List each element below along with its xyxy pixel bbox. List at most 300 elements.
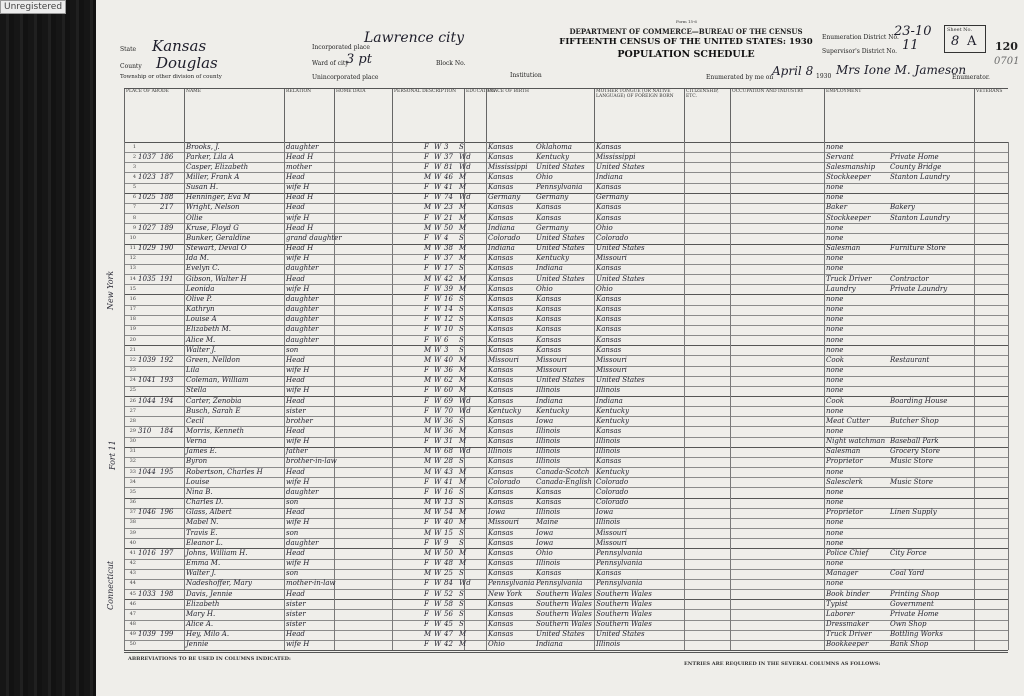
cell-sex: F (424, 386, 429, 395)
cell-bp: Kansas (488, 325, 514, 334)
line-number: 46 (129, 600, 136, 607)
cell-sex: F (424, 193, 429, 202)
cell-age: 40 (444, 518, 453, 527)
cell-mbp: Kentucky (596, 416, 630, 425)
column-header: EDUCATION (464, 88, 486, 142)
entries-note: ENTRIES ARE REQUIRED IN THE SEVERAL COLUMNS AS FOLLOWS: (684, 661, 881, 667)
cell-ind: Music Store (890, 477, 933, 486)
cell-occ: none (826, 518, 844, 527)
cell-ind: Linen Supply (890, 508, 937, 517)
page-number: 120 (995, 40, 1018, 53)
cell-fbp: Germany (536, 193, 569, 202)
cell-age: 42 (444, 640, 453, 649)
line-number: 48 (129, 621, 136, 628)
cell-mar: Wd (459, 406, 471, 415)
cell-bp: Kansas (488, 345, 514, 354)
cell-mar: M (459, 548, 467, 557)
cell-name: Elizabeth M. (186, 325, 232, 334)
cell-mar: M (459, 183, 467, 192)
line-number: 36 (129, 499, 136, 506)
cell-mar: S (459, 325, 464, 334)
cell-name: Busch, Sarah E (186, 406, 241, 415)
cell-sex: M (424, 203, 432, 212)
cell-sex: F (424, 366, 429, 375)
cell-sex: M (424, 630, 432, 639)
line-number: 4 (132, 173, 136, 180)
cell-bp: Indiana (488, 223, 515, 232)
cell-fam: 191 (160, 274, 174, 283)
cell-rel: Head (286, 589, 305, 598)
cell-occ: Salesman (826, 447, 861, 456)
cell-fam: 187 (160, 172, 174, 181)
line-number: 26 (129, 397, 136, 404)
cell-bp: Kansas (488, 599, 514, 608)
cell-fbp: Ohio (536, 172, 553, 181)
cell-fbp: United States (536, 630, 585, 639)
cell-race: W (434, 528, 442, 537)
cell-sex: F (424, 335, 429, 344)
cell-mbp: Germany (596, 193, 629, 202)
cell-age: 62 (444, 376, 453, 385)
cell-age: 45 (444, 620, 453, 629)
cell-occ: Cook (826, 355, 845, 364)
cell-bp: Kansas (488, 426, 514, 435)
cell-ind: Private Home (890, 609, 939, 618)
cell-dw: 1044 (138, 467, 156, 476)
cell-rel: wife H (286, 366, 310, 375)
cell-ind: Bakery (890, 203, 916, 212)
cell-race: W (434, 213, 442, 222)
cell-sex: M (424, 447, 432, 456)
cell-rel: grand daughter (286, 233, 342, 242)
cell-mar: M (459, 355, 467, 364)
cell-occ: Cook (826, 396, 845, 405)
cell-mar: S (459, 305, 464, 314)
cell-occ: none (826, 426, 844, 435)
cell-name: Wright, Nelson (186, 203, 240, 212)
cell-age: 37 (444, 254, 453, 263)
line-number: 10 (129, 234, 136, 241)
ward-label: Ward of city (312, 60, 349, 67)
cell-fam: 184 (160, 426, 174, 435)
line-number: 27 (129, 407, 136, 414)
line-number: 34 (129, 478, 136, 485)
cell-mar: M (459, 172, 467, 181)
cell-mar: S (459, 538, 464, 547)
cell-bp: Kansas (488, 559, 514, 568)
cell-rel: Head H (286, 193, 314, 202)
cell-dw: 1029 (138, 244, 156, 253)
cell-bp: Germany (488, 193, 521, 202)
cell-race: W (434, 559, 442, 568)
cell-occ: Salesclerk (826, 477, 863, 486)
line-number: 25 (129, 387, 136, 394)
cell-occ: none (826, 193, 844, 202)
cell-mbp: Kansas (596, 335, 622, 344)
column-header: NAME (184, 88, 284, 142)
cell-fbp: Ohio (536, 548, 553, 557)
cell-mar: M (459, 426, 467, 435)
cell-fbp: Kansas (536, 325, 562, 334)
line-number: 32 (129, 458, 136, 465)
cell-mar: M (459, 366, 467, 375)
cell-name: James E. (186, 447, 217, 456)
cell-age: 39 (444, 284, 453, 293)
cell-sex: F (424, 640, 429, 649)
cell-race: W (434, 487, 442, 496)
cell-mbp: Kansas (596, 294, 622, 303)
cell-sex: F (424, 305, 429, 314)
cell-mar: M (459, 284, 467, 293)
cell-name: Robertson, Charles H (186, 467, 263, 476)
line-number: 17 (129, 306, 136, 313)
cell-mar: S (459, 315, 464, 324)
cell-age: 37 (444, 152, 453, 161)
cell-bp: Indiana (488, 244, 515, 253)
institution-label: Institution (510, 72, 542, 79)
cell-bp: Kansas (488, 396, 514, 405)
cell-fbp: Ohio (536, 284, 553, 293)
cell-ind: Baseball Park (890, 437, 939, 446)
line-number: 30 (129, 438, 136, 445)
cell-rel: wife H (286, 183, 310, 192)
margin-note: New York (106, 270, 115, 310)
cell-mbp: Illinois (596, 640, 621, 649)
cell-mbp: Kansas (596, 213, 622, 222)
cell-fbp: Indiana (536, 396, 563, 405)
cell-name: Alice M. (186, 335, 216, 344)
cell-rel: sister (286, 620, 306, 629)
cell-mar: Wd (459, 579, 471, 588)
cell-name: Mary H. (186, 609, 216, 618)
cell-occ: Meat Cutter (826, 416, 870, 425)
cell-bp: Kansas (488, 386, 514, 395)
cell-fbp: Pennsylvania (536, 183, 583, 192)
cell-fbp: Kansas (536, 294, 562, 303)
column-header: HOME DATA (334, 88, 392, 142)
cell-name: Ida M. (186, 254, 210, 263)
cell-fam: 189 (160, 223, 174, 232)
column-header: OCCUPATION AND INDUSTRY (730, 88, 824, 142)
cell-name: Ollie (186, 213, 203, 222)
cell-mbp: United States (596, 244, 645, 253)
cell-occ: Bookkeeper (826, 640, 869, 649)
cell-mbp: Kansas (596, 142, 622, 151)
cell-fam: 217 (160, 203, 174, 212)
cell-occ: Baker (826, 203, 848, 212)
cell-sex: F (424, 294, 429, 303)
cell-age: 16 (444, 294, 453, 303)
enumerator-name: Mrs Ione M. Jameson (836, 63, 967, 77)
cell-mar: M (459, 274, 467, 283)
line-number: 39 (129, 529, 136, 536)
cell-mbp: Illinois (596, 518, 621, 527)
cell-mbp: Pennsylvania (596, 579, 643, 588)
cell-bp: Kansas (488, 152, 514, 161)
cell-rel: daughter (286, 142, 319, 151)
line-number: 45 (129, 590, 136, 597)
township-label: Township or other division of county (120, 74, 222, 80)
cell-race: W (434, 386, 442, 395)
cell-race: W (434, 284, 442, 293)
cell-rel: mother-in-law (286, 579, 336, 588)
cell-fbp: Pennsylvania (536, 579, 583, 588)
cell-race: W (434, 162, 442, 171)
cell-mar: M (459, 630, 467, 639)
cell-name: Bunker, Geraldine (186, 233, 251, 242)
cell-occ: none (826, 528, 844, 537)
cell-fbp: Kansas (536, 345, 562, 354)
cell-occ: Typist (826, 599, 848, 608)
cell-occ: none (826, 315, 844, 324)
cell-occ: Stockkeeper (826, 172, 871, 181)
cell-mbp: Pennsylvania (596, 559, 643, 568)
cell-sex: M (424, 355, 432, 364)
cell-fam: 197 (160, 548, 174, 557)
cell-race: W (434, 447, 442, 456)
cell-mar: Wd (459, 162, 471, 171)
cell-age: 58 (444, 599, 453, 608)
sheet-number-box (944, 25, 986, 53)
cell-sex: M (424, 467, 432, 476)
cell-sex: F (424, 559, 429, 568)
cell-fam: 186 (160, 152, 174, 161)
cell-fbp: Southern Wales (536, 620, 592, 629)
cell-race: W (434, 345, 442, 354)
cell-fbp: Oklahoma (536, 142, 572, 151)
cell-mbp: Kansas (596, 315, 622, 324)
cell-bp: Kansas (488, 376, 514, 385)
cell-sex: M (424, 426, 432, 435)
line-number: 47 (129, 610, 136, 617)
cell-mbp: Kentucky (596, 406, 630, 415)
cell-bp: Kansas (488, 487, 514, 496)
cell-name: Verna (186, 437, 207, 446)
cell-mar: Wd (459, 193, 471, 202)
cell-mar: S (459, 416, 464, 425)
line-number: 28 (129, 417, 136, 424)
cell-race: W (434, 376, 442, 385)
cell-rel: daughter (286, 538, 319, 547)
cell-sex: M (424, 244, 432, 253)
cell-bp: Missouri (488, 518, 519, 527)
cell-occ: none (826, 579, 844, 588)
cell-name: Coleman, William (186, 376, 249, 385)
line-number: 38 (129, 519, 136, 526)
cell-mbp: Missouri (596, 254, 627, 263)
line-number: 15 (129, 285, 136, 292)
cell-fbp: Canada-Scotch (536, 467, 590, 476)
cell-mar: S (459, 620, 464, 629)
cell-race: W (434, 366, 442, 375)
cell-race: W (434, 538, 442, 547)
department-title: DEPARTMENT OF COMMERCE—BUREAU OF THE CENSUS (569, 27, 803, 36)
cell-occ: Stockkeeper (826, 213, 871, 222)
cell-mar: M (459, 477, 467, 486)
enum-district-value: 23-10 (894, 24, 932, 39)
cell-occ: Proprietor (826, 508, 863, 517)
cell-age: 70 (444, 406, 453, 415)
cell-fbp: Iowa (536, 416, 554, 425)
cell-name: Carter, Zenobia (186, 396, 242, 405)
cell-name: Stewart, Deval O (186, 244, 247, 253)
cell-name: Nadeshoffer, Mary (186, 579, 253, 588)
cell-name: Morris, Kenneth (186, 426, 245, 435)
cell-dw: 1041 (138, 376, 156, 385)
cell-bp: New York (488, 589, 523, 598)
cell-fbp: Iowa (536, 538, 554, 547)
cell-race: W (434, 335, 442, 344)
cell-ind: Restaurant (890, 355, 930, 364)
cell-occ: none (826, 254, 844, 263)
cell-mbp: Kansas (596, 183, 622, 192)
cell-dw: 1027 (138, 223, 156, 232)
cell-sex: F (424, 620, 429, 629)
cell-bp: Kansas (488, 142, 514, 151)
cell-mbp: Illinois (596, 447, 621, 456)
supervisor-label: Supervisor's District No. (822, 48, 898, 55)
cell-mar: S (459, 264, 464, 273)
cell-age: 42 (444, 274, 453, 283)
cell-sex: F (424, 437, 429, 446)
cell-race: W (434, 548, 442, 557)
cell-race: W (434, 518, 442, 527)
cell-fbp: Iowa (536, 528, 554, 537)
cell-sex: F (424, 162, 429, 171)
cell-name: Hey, Milo A. (186, 630, 230, 639)
sheet-side: A (967, 34, 977, 49)
cell-mbp: Kansas (596, 203, 622, 212)
cell-mbp: Missouri (596, 538, 627, 547)
cell-rel: mother (286, 162, 312, 171)
cell-mbp: Southern Wales (596, 620, 652, 629)
cell-sex: M (424, 376, 432, 385)
cell-occ: Salesmanship (826, 162, 876, 171)
line-number: 40 (129, 539, 136, 546)
cell-age: 41 (444, 477, 453, 486)
cell-dw: 1039 (138, 630, 156, 639)
cell-bp: Ohio (488, 640, 505, 649)
cell-name: Stella (186, 386, 207, 395)
cell-occ: none (826, 376, 844, 385)
cell-age: 43 (444, 467, 453, 476)
cell-occ: Manager (826, 569, 858, 578)
line-number: 9 (132, 224, 136, 231)
cell-occ: none (826, 386, 844, 395)
cell-age: 3 (444, 345, 449, 354)
cell-sex: M (424, 172, 432, 181)
cell-ind: Stanton Laundry (890, 172, 950, 181)
cell-sex: F (424, 406, 429, 415)
cell-mbp: Colorado (596, 487, 629, 496)
cell-race: W (434, 630, 442, 639)
cell-occ: none (826, 305, 844, 314)
cell-name: Kathryn (186, 305, 215, 314)
cell-ind: Music Store (890, 457, 933, 466)
cell-bp: Kansas (488, 366, 514, 375)
line-number: 2 (132, 153, 136, 160)
cell-rel: wife H (286, 437, 310, 446)
column-header: MOTHER TONGUE (OR NATIVE LANGUAGE) OF FOREIGN BORN (594, 88, 684, 142)
cell-fam: 194 (160, 396, 174, 405)
cell-bp: Kentucky (488, 406, 522, 415)
cell-name: Henninger, Eva M (186, 193, 251, 202)
line-number: 8 (132, 214, 136, 221)
cell-sex: F (424, 183, 429, 192)
cell-age: 74 (444, 193, 453, 202)
cell-fbp: United States (536, 233, 585, 242)
cell-fam: 188 (160, 193, 174, 202)
cell-sex: F (424, 233, 429, 242)
cell-mar: M (459, 467, 467, 476)
cell-age: 25 (444, 569, 453, 578)
cell-ind: Bottling Works (890, 630, 943, 639)
cell-fbp: Kentucky (536, 152, 570, 161)
cell-fbp: Illinois (536, 437, 561, 446)
cell-race: W (434, 498, 442, 507)
cell-bp: Kansas (488, 294, 514, 303)
cell-bp: Kansas (488, 274, 514, 283)
cell-bp: Kansas (488, 630, 514, 639)
cell-mbp: United States (596, 162, 645, 171)
supervisor-value: 11 (902, 38, 919, 53)
cell-rel: wife H (286, 477, 310, 486)
cell-rel: Head (286, 203, 305, 212)
line-number: 7 (132, 204, 136, 211)
cell-race: W (434, 599, 442, 608)
cell-fbp: Maine (536, 518, 559, 527)
cell-name: Gibson, Walter H (186, 274, 247, 283)
sheet-number: 8 (951, 34, 960, 49)
cell-bp: Kansas (488, 254, 514, 263)
cell-rel: daughter (286, 294, 319, 303)
cell-age: 68 (444, 447, 453, 456)
cell-sex: F (424, 264, 429, 273)
column-header: PLACE OF ABODE (124, 88, 184, 142)
cell-bp: Kansas (488, 213, 514, 222)
cell-name: Emma M. (186, 559, 221, 568)
cell-occ: Truck Driver (826, 274, 872, 283)
line-number: 13 (129, 265, 136, 272)
cell-ind: Private Home (890, 152, 939, 161)
cell-mbp: Ohio (596, 223, 613, 232)
cell-race: W (434, 244, 442, 253)
cell-occ: Servant (826, 152, 854, 161)
line-number: 20 (129, 336, 136, 343)
cell-fam: 192 (160, 355, 174, 364)
cell-rel: Head (286, 396, 305, 405)
cell-sex: M (424, 548, 432, 557)
cell-age: 46 (444, 172, 453, 181)
cell-mbp: Kansas (596, 325, 622, 334)
cell-name: Leonida (186, 284, 215, 293)
line-number: 18 (129, 316, 136, 323)
county-label: County (120, 63, 142, 70)
cell-race: W (434, 467, 442, 476)
cell-rel: sister (286, 599, 306, 608)
cell-fbp: Canada-English (536, 477, 592, 486)
cell-rel: Head (286, 508, 305, 517)
column-header: RELATION (284, 88, 334, 142)
cell-sex: M (424, 457, 432, 466)
ward-value: 3 pt (346, 52, 372, 67)
cell-mar: M (459, 203, 467, 212)
line-number: 19 (129, 326, 136, 333)
cell-occ: none (826, 325, 844, 334)
cell-dw: 1037 (138, 152, 156, 161)
cell-rel: wife H (286, 518, 310, 527)
cell-age: 50 (444, 223, 453, 232)
